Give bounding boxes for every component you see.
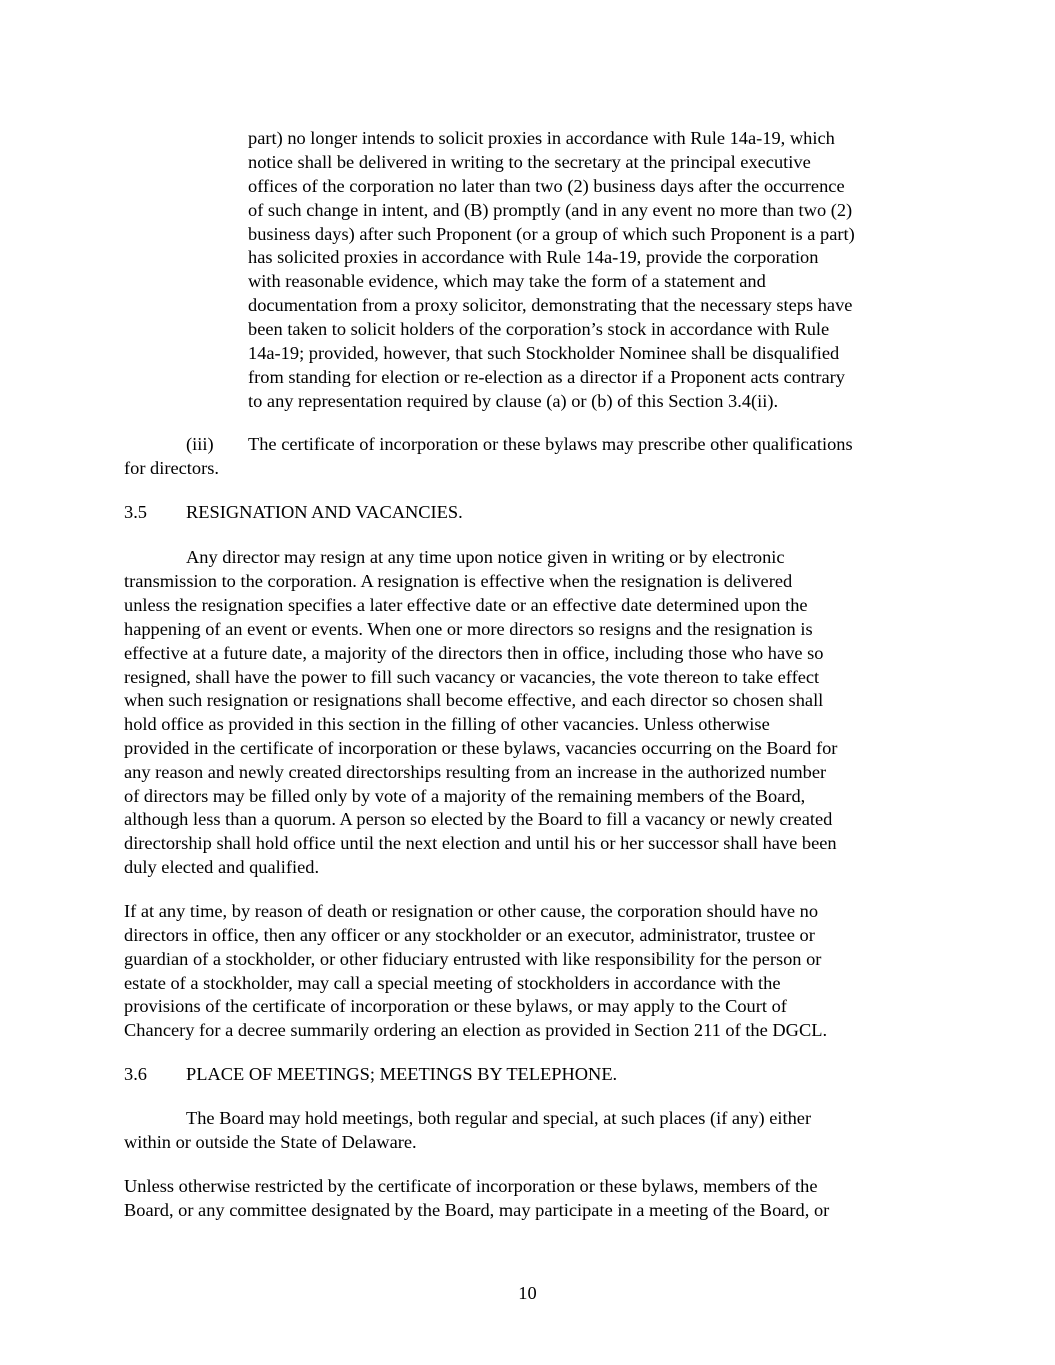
continued-line: to any representation required by clause (a) or (b) of this Section 3.4(ii). <box>248 391 779 411</box>
section-title: RESIGNATION AND VACANCIES. <box>186 502 463 522</box>
paragraph-line: guardian of a stockholder, or other fiduciary entrusted with like responsibility for the person or <box>124 949 822 969</box>
paragraph-line: If at any time, by reason of death or resignation or other cause, the corporation should have no <box>124 901 819 921</box>
paragraph-line: any reason and newly created directorships resulting from an increase in the authorized number <box>124 762 827 782</box>
paragraph-line: when such resignation or resignations shall become effective, and each director so chosen shall <box>124 690 824 710</box>
continued-line: notice shall be delivered in writing to the secretary at the principal executive <box>248 152 811 172</box>
paragraph-line: Board, or any committee designated by the Board, may participate in a meeting of the Board, or <box>124 1200 830 1220</box>
paragraph-line: directors in office, then any officer or any stockholder or an executor, administrator, trustee or <box>124 925 815 945</box>
paragraph-line: unless the resignation specifies a later effective date or an effective date determined upon the <box>124 595 808 615</box>
paragraph-line: directorship shall hold office until the next election and until his or her successor shall have been <box>124 833 837 853</box>
continued-line: of such change in intent, and (B) promptly (and in any event no more than two (2) <box>248 200 853 220</box>
paragraph-line: Any director may resign at any time upon notice given in writing or by electronic <box>186 547 785 567</box>
clause-label: (iii) <box>186 434 214 454</box>
paragraph-line: Unless otherwise restricted by the certificate of incorporation or these bylaws, members of the <box>124 1176 818 1196</box>
continued-line: offices of the corporation no later than two (2) business days after the occurrence <box>248 176 845 196</box>
paragraph-line: duly elected and qualified. <box>124 857 320 877</box>
paragraph-line: hold office as provided in this section in the filling of other vacancies. Unless otherwise <box>124 714 770 734</box>
section-number: 3.5 <box>124 502 147 522</box>
page-number: 10 <box>518 1283 537 1303</box>
continued-line: business days) after such Proponent (or a group of which such Proponent is a part) <box>248 224 855 244</box>
continued-line: 14a-19; provided, however, that such Stockholder Nominee shall be disqualified <box>248 343 840 363</box>
paragraph-line: within or outside the State of Delaware. <box>124 1132 417 1152</box>
paragraph-line: happening of an event or events. When one or more directors so resigns and the resignation is <box>124 619 813 639</box>
clause-text-line: The certificate of incorporation or these bylaws may prescribe other qualifications <box>248 434 853 454</box>
paragraph-line: estate of a stockholder, may call a special meeting of stockholders in accordance with the <box>124 973 781 993</box>
continued-line: has solicited proxies in accordance with Rule 14a-19, provide the corporation <box>248 247 819 267</box>
paragraph-line: of directors may be filled only by vote of a majority of the remaining members of the Board, <box>124 786 806 806</box>
paragraph-line: provided in the certificate of incorporation or these bylaws, vacancies occurring on the Board for <box>124 738 838 758</box>
paragraph-line: Chancery for a decree summarily ordering an election as provided in Section 211 of the DGCL. <box>124 1020 828 1040</box>
continued-line: part) no longer intends to solicit proxies in accordance with Rule 14a-19, which <box>248 128 835 148</box>
section-title: PLACE OF MEETINGS; MEETINGS BY TELEPHONE. <box>186 1064 618 1084</box>
paragraph-line: although less than a quorum. A person so elected by the Board to fill a vacancy or newly created <box>124 809 833 829</box>
paragraph-line: transmission to the corporation. A resignation is effective when the resignation is delivered <box>124 571 793 591</box>
paragraph-line: effective at a future date, a majority of the directors then in office, including those who have so <box>124 643 824 663</box>
paragraph-line: resigned, shall have the power to fill such vacancy or vacancies, the vote thereon to take effect <box>124 667 820 687</box>
paragraph-line: provisions of the certificate of incorporation or these bylaws, or may apply to the Court of <box>124 996 787 1016</box>
clause-text-line: for directors. <box>124 458 219 478</box>
paragraph-line: The Board may hold meetings, both regular and special, at such places (if any) either <box>186 1108 812 1128</box>
continued-line: from standing for election or re-election as a director if a Proponent acts contrary <box>248 367 845 387</box>
continued-line: documentation from a proxy solicitor, demonstrating that the necessary steps have <box>248 295 853 315</box>
continued-line: with reasonable evidence, which may take the form of a statement and <box>248 271 766 291</box>
continued-line: been taken to solicit holders of the corporation’s stock in accordance with Rule <box>248 319 830 339</box>
section-number: 3.6 <box>124 1064 147 1084</box>
